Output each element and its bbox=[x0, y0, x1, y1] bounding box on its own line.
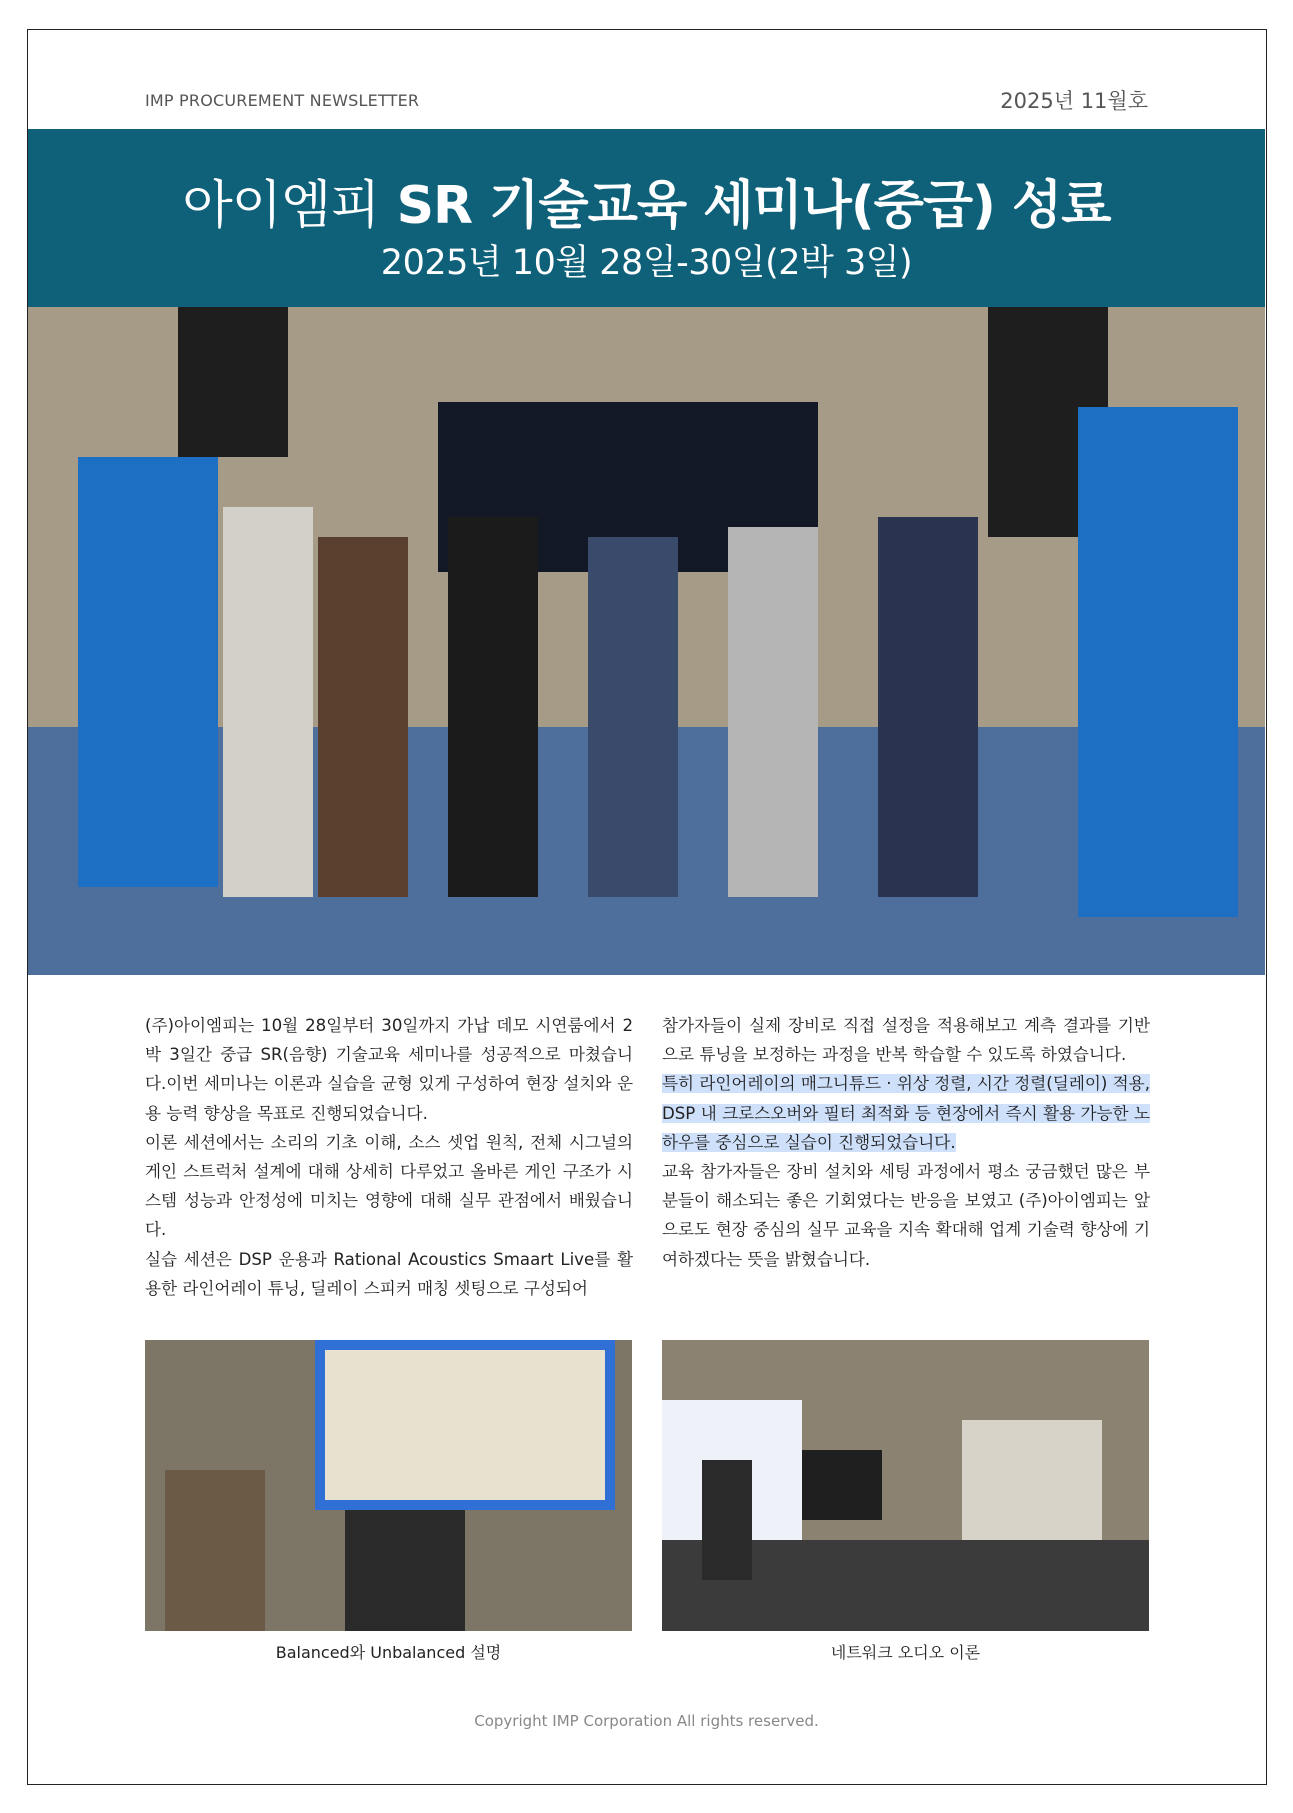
title-banner bbox=[28, 129, 1265, 307]
body-column-right bbox=[662, 1011, 1150, 1274]
title-rest: SR 기술교육 세미나(중급) 성료 bbox=[396, 176, 1111, 236]
photo-caption-2: 네트워크 오디오 이론 bbox=[830, 1643, 981, 1662]
newsletter-header bbox=[145, 85, 1148, 115]
lecture-photo-network bbox=[662, 1340, 1149, 1631]
lecture-photo-2-image bbox=[662, 1340, 1149, 1631]
body-paragraph: 이론 세션에서는 소리의 기초 이해, 소스 셋업 원칙, 전체 시그널의 게인 스트럭처 설계에 대해 상세히 다루었고 올바른 게인 구조가 시스템 성능과 안정성에 미치는 영향에 대해 실무 관점에서 배웠습니다. bbox=[145, 1132, 633, 1240]
title-company: 아이엠피 bbox=[182, 176, 380, 236]
main-group-photo bbox=[28, 307, 1265, 975]
main-photo-image bbox=[28, 307, 1265, 975]
newsletter-name: IMP PROCUREMENT NEWSLETTER bbox=[145, 91, 420, 110]
copyright-footer: Copyright IMP Corporation All rights reserved. bbox=[474, 1712, 819, 1730]
page-subtitle: 2025년 10월 28일-30일(2박 3일) bbox=[380, 243, 913, 283]
highlighted-paragraph: 특히 라인어레이의 매그니튜드 · 위상 정렬, 시간 정렬(딜레이) 적용, DSP 내 크로스오버와 필터 최적화 등 현장에서 즉시 활용 가능한 노하우를 중심으로 실습이 진행되었습니다. bbox=[662, 1074, 1150, 1152]
body-column-left bbox=[145, 1011, 633, 1303]
body-paragraph: 참가자들이 실제 장비로 직접 설정을 적용해보고 계측 결과를 기반으로 튜닝을 보정하는 과정을 반복 학습할 수 있도록 하였습니다. bbox=[662, 1016, 1150, 1065]
photo-caption-1: Balanced와 Unbalanced 설명 bbox=[275, 1643, 502, 1662]
page-title bbox=[28, 163, 1265, 238]
issue-label: 2025년 11월호 bbox=[1000, 89, 1148, 113]
body-paragraph: 교육 참가자들은 장비 설치와 세팅 과정에서 평소 궁금했던 많은 부분들이 해소되는 좋은 기회였다는 반응을 보였고 (주)아이엠피는 앞으로도 현장 중심의 실무 교육을 지속 확대해 업계 기술력 향상에 기여하겠다는 뜻을 밝혔습니다. bbox=[662, 1162, 1150, 1269]
lecture-photo-1-image bbox=[145, 1340, 632, 1631]
body-paragraph: 실습 세션은 DSP 운용과 Rational Acoustics Smaart Live를 활용한 라인어레이 튜닝, 딜레이 스피커 매칭 셋팅으로 구성되어 bbox=[145, 1249, 633, 1298]
body-paragraph: (주)아이엠피는 10월 28일부터 30일까지 가납 데모 시연룸에서 2박 3일간 중급 SR(음향) 기술교육 세미나를 성공적으로 마쳤습니다.이번 세미나는 이론과 실습을 균형 있게 구성하여 현장 설치와 운용 능력 향상을 목표로 진행되었습니다. bbox=[145, 1016, 633, 1123]
lecture-photo-balanced bbox=[145, 1340, 632, 1631]
